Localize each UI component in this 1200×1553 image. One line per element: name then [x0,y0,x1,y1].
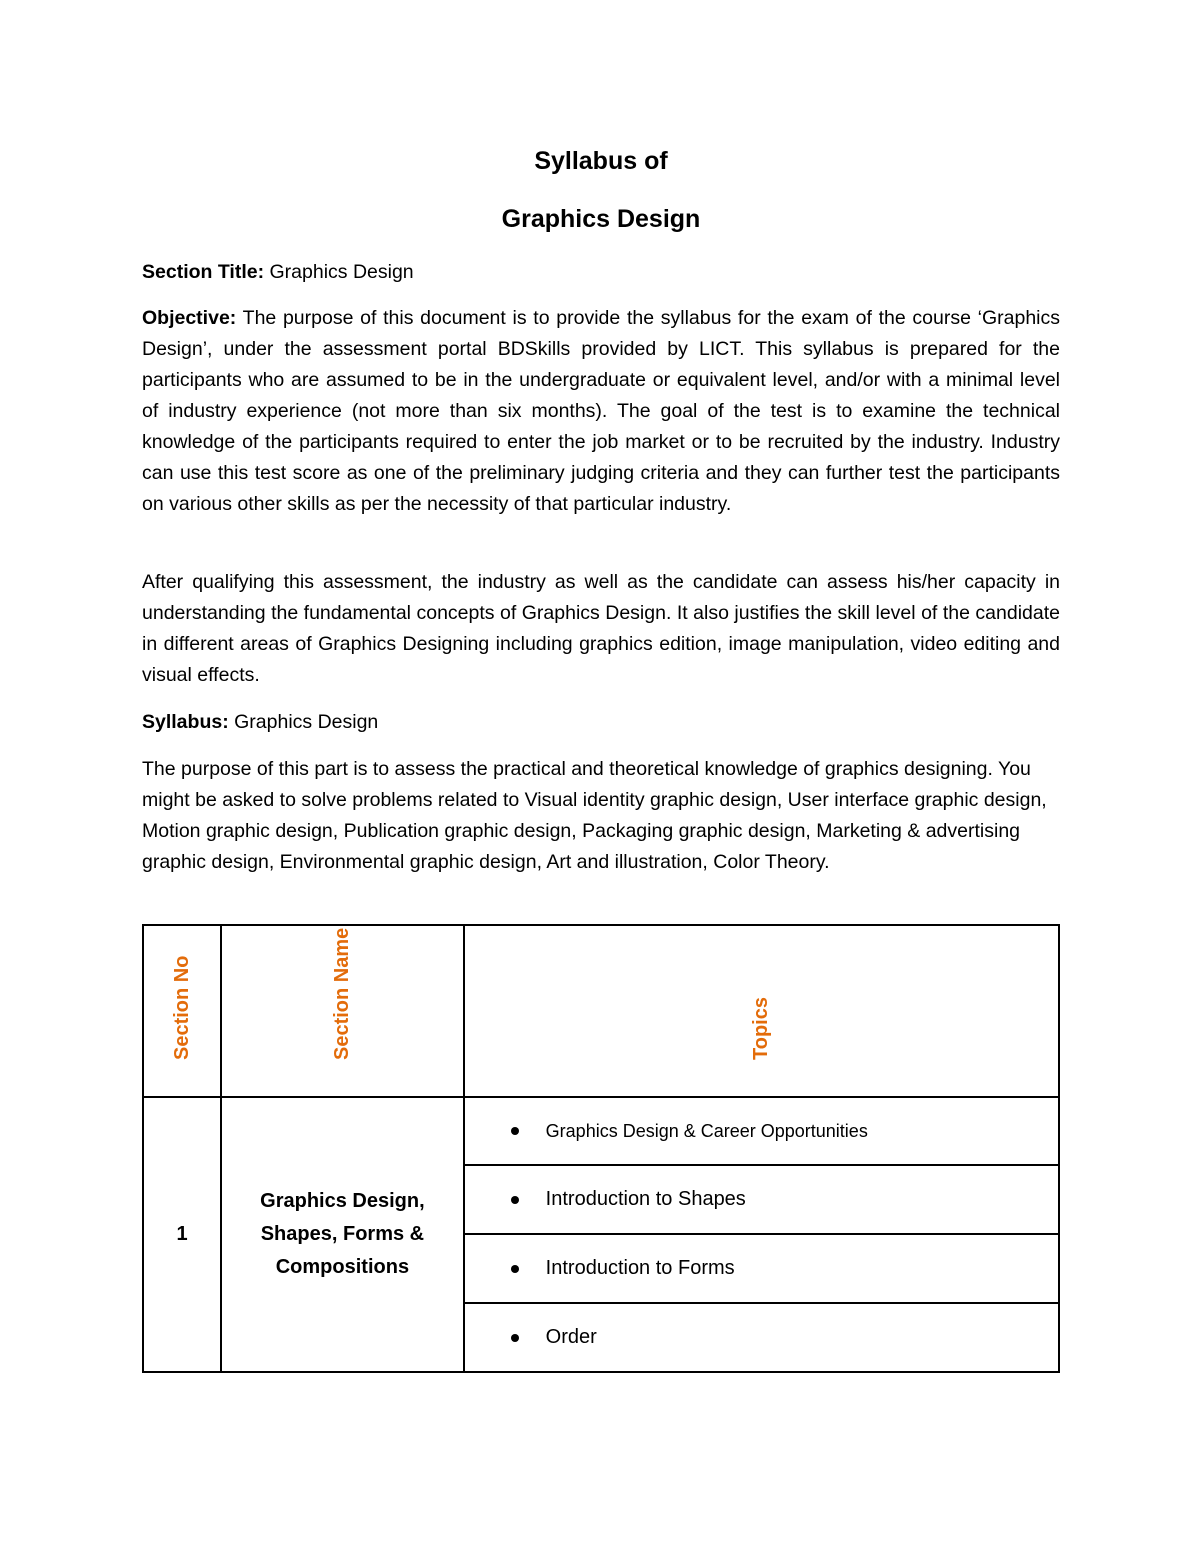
topic-text: Graphics Design & Career Opportunities [545,1120,868,1141]
header-section-name: Section Name [331,927,354,1060]
topic-cell [464,1234,1059,1303]
topic-cell [464,1165,1059,1234]
bullet-icon [511,1334,519,1342]
bullet-icon [511,1127,519,1135]
after-qualifying-paragraph: After qualifying this assessment, the industry as well as the candidate can assess his/her capacity in understanding the fundamental concepts of Graphics Design. It also justifies the skill level of the candidate in different areas of Graphics Designing including graphics edition, image manipulation, video editing and visual effects. [142,571,1060,686]
objective-paragraph [142,303,1060,520]
topic-text: Introduction to Shapes [545,1188,746,1210]
section-title-paragraph [142,257,1060,288]
objective-label: Objective: [142,307,237,329]
header-topics: Topics [750,997,773,1060]
header-cell-section-no [143,925,221,1097]
syllabus-paragraph [142,707,1060,738]
table-header-row [143,925,1059,1097]
section-name-cell: Graphics Design, Shapes, Forms & Compositions [221,1097,464,1372]
topic-cell [464,1303,1059,1372]
section-number-cell: 1 [143,1097,221,1372]
topic-cell [464,1097,1059,1165]
syllabus-value: Graphics Design [228,711,379,733]
topic-text: Introduction to Forms [545,1257,735,1279]
header-section-no: Section No [171,955,194,1060]
topic-text: Order [545,1326,597,1348]
header-cell-topics [464,925,1059,1097]
table-row [143,1097,1059,1165]
syllabus-label: Syllabus: [142,711,229,733]
section-title-value: Graphics Design [264,261,414,283]
syllabus-table [142,924,1060,1373]
doc-title-line-2: Graphics Design [501,205,701,233]
bullet-icon [511,1196,519,1204]
purpose-paragraph: The purpose of this part is to assess the practical and theoretical knowledge of graphics designing. You might be asked to solve problems related to Visual identity graphic design, User interface graphic design, Motion graphic design, Publication graphic design, Packaging graphic design, Marketing & advertising graphic design, Environmental graphic design, Art and illustration, Color Theory. [142,758,1047,873]
section-title-label: Section Title: [142,261,265,283]
header-cell-section-name [221,925,464,1097]
bullet-icon [511,1265,519,1273]
doc-title-line-1: Syllabus of [534,147,668,175]
objective-text: The purpose of this document is to provide the syllabus for the exam of the course ‘Graphics Design’, under the assessment portal BDSkills provided by LICT. This syllabus is prepared for the participants who are assumed to be in the undergraduate or equivalent level, and/or with a minimal level of industry experience (not more than six months). The goal of the test is to examine the technical knowledge of the participants required to enter the job market or to be recruited by the industry. Industry can use this test score as one of the preliminary judging criteria and they can further test the participants on various other skills as per the necessity of that particular industry. [142,307,1060,515]
